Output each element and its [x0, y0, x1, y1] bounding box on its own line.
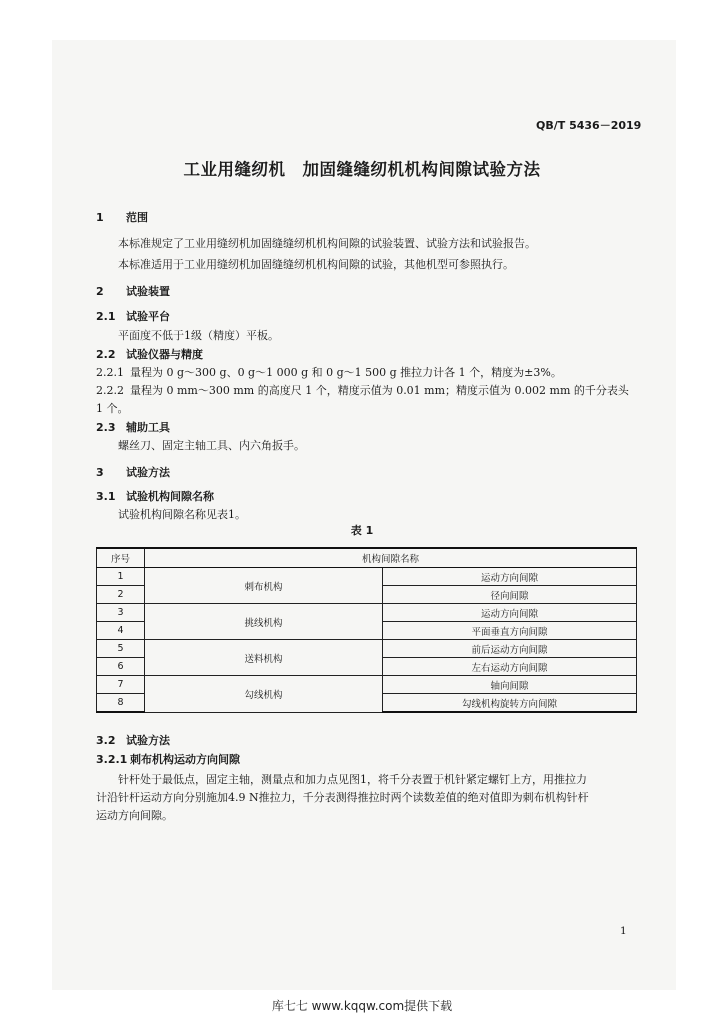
section-number: 3.1: [96, 490, 116, 503]
section-number: 2: [96, 285, 104, 298]
section-title: 刺布机构运动方向间隙: [130, 753, 240, 766]
clause-text: 量程为 0 g～300 g、0 g～1 000 g 和 0 g～1 500 g 推拉力计各 1 个，精度为±3%。: [130, 366, 562, 379]
section-title: 试验平台: [126, 310, 170, 323]
section-number: 2.3: [96, 421, 116, 434]
table-row: [97, 676, 637, 694]
clause-number: 2.2.2: [96, 384, 124, 397]
table-header-row: [97, 548, 637, 568]
gap-name: 平面垂直方向间隙: [383, 622, 637, 640]
section-2-2-heading: [96, 346, 203, 362]
gap-name: 勾线机构旋转方向间隙: [383, 694, 637, 713]
clause-2-2-2-continued: 1 个。: [96, 402, 129, 415]
section-3-2-heading: [96, 732, 170, 748]
gap-name: 前后运动方向间隙: [383, 640, 637, 658]
table-row: [97, 604, 637, 622]
section-title: 试验方法: [126, 734, 170, 747]
table-caption: 表 1: [350, 524, 374, 537]
section-title: 辅助工具: [126, 421, 170, 434]
row-no: 5: [97, 640, 145, 658]
gap-name: 轴向间隙: [383, 676, 637, 694]
section-title: 试验装置: [126, 285, 170, 298]
row-no: 4: [97, 622, 145, 640]
clause-number: 2.2.1: [96, 366, 124, 379]
mechanism-name: 送料机构: [145, 640, 383, 676]
mechanism-name: 刺布机构: [145, 568, 383, 604]
table-row: [97, 568, 637, 586]
section-title: 试验仪器与精度: [126, 348, 203, 361]
section-3-2-1-line-3: 运动方向间隙。: [96, 809, 173, 822]
section-1-heading: [96, 209, 148, 225]
header-no: 序号: [97, 548, 145, 568]
row-no: 6: [97, 658, 145, 676]
section-1-paragraph-1: 本标准规定了工业用缝纫机加固缝缝纫机机构间隙的试验装置、试验方法和试验报告。: [118, 237, 536, 250]
section-3-1-paragraph: 试验机构间隙名称见表1。: [118, 508, 246, 521]
gap-name: 运动方向间隙: [383, 568, 637, 586]
mechanism-name: 勾线机构: [145, 676, 383, 713]
header-name: 机构间隙名称: [145, 548, 637, 568]
document-title: 工业用缝纫机 加固缝缝纫机机构间隙试验方法: [183, 160, 541, 179]
gap-name: 运动方向间隙: [383, 604, 637, 622]
section-2-1-paragraph: 平面度不低于1级（精度）平板。: [118, 329, 279, 342]
gap-name: 左右运动方向间隙: [383, 658, 637, 676]
section-2-3-paragraph: 螺丝刀、固定主轴工具、内六角扳手。: [118, 439, 305, 452]
section-number: 3.2.1: [96, 753, 128, 766]
section-2-1-heading: [96, 308, 170, 324]
standard-code: QB/T 5436－2019: [536, 119, 642, 132]
row-no: 8: [97, 694, 145, 713]
row-no: 7: [97, 676, 145, 694]
mechanism-name: 挑线机构: [145, 604, 383, 640]
page-number: 1: [620, 925, 627, 937]
section-title: 试验方法: [126, 466, 170, 479]
gap-name: 径向间隙: [383, 586, 637, 604]
row-no: 2: [97, 586, 145, 604]
gap-names-table: [96, 547, 637, 713]
section-3-2-1-heading: [96, 751, 240, 767]
section-3-2-1-line-1: 针杆处于最低点，固定主轴，测量点和加力点见图1，将千分表置于机针紧定螺钉上方，用推拉力: [118, 773, 587, 786]
section-1-paragraph-2: 本标准适用于工业用缝纫机加固缝缝纫机机构间隙的试验，其他机型可参照执行。: [118, 258, 514, 271]
section-number: 1: [96, 211, 104, 224]
section-3-2-1-line-2: 计沿针杆运动方向分别施加4.9 N推拉力，千分表测得推拉时两个读数差值的绝对值即为刺布机构针杆: [96, 791, 589, 804]
table-row: [97, 640, 637, 658]
section-title: 范围: [126, 211, 148, 224]
section-number: 2.1: [96, 310, 116, 323]
clause-2-2-1: [96, 364, 562, 380]
section-2-heading: [96, 283, 170, 299]
section-3-1-heading: [96, 488, 214, 504]
section-number: 3.2: [96, 734, 116, 747]
section-3-heading: [96, 464, 170, 480]
download-footer: 库七七 www.kqqw.com提供下载: [271, 999, 453, 1013]
section-number: 2.2: [96, 348, 116, 361]
section-2-3-heading: [96, 419, 170, 435]
row-no: 1: [97, 568, 145, 586]
section-number: 3: [96, 466, 104, 479]
clause-2-2-2: [96, 382, 629, 398]
section-title: 试验机构间隙名称: [126, 490, 214, 503]
row-no: 3: [97, 604, 145, 622]
clause-text: 量程为 0 mm～300 mm 的高度尺 1 个，精度示值为 0.01 mm；精度示值为 0.002 mm 的千分表头: [130, 384, 629, 397]
